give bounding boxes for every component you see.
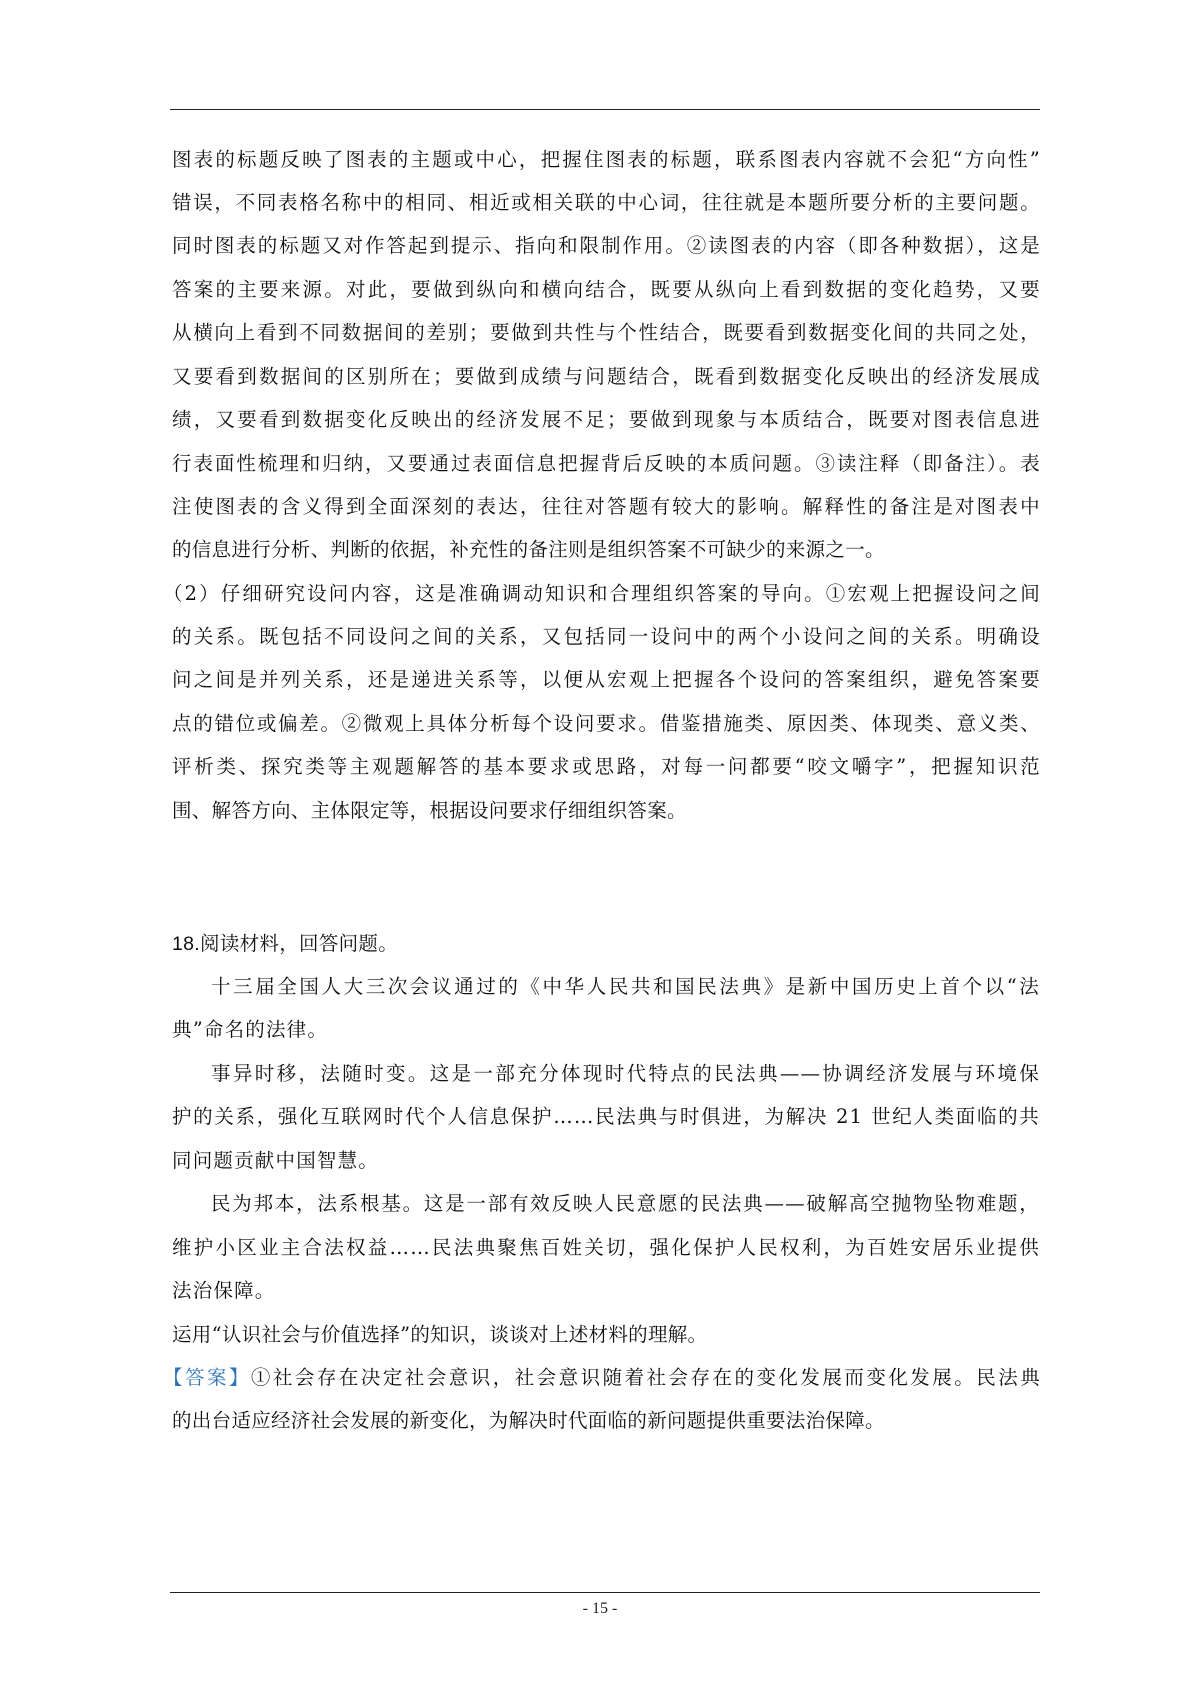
question-task: 运用“认识社会与价值选择”的知识，谈谈对上述材料的理解。 [172,1323,708,1346]
material-line: 维护小区业主合法权益……民法典聚焦百姓关切，强化保护人民权利，为百姓安居乐业提供 [172,1236,1040,1259]
question-number: 18. [172,933,201,955]
answer-text: ①社会存在决定社会意识，社会意识随着社会存在的变化发展而变化发展。民法典 [250,1366,1040,1389]
material-line: 民为邦本，法系根基。这是一部有效反映人民意愿的民法典——破解高空抛物坠物难题， [211,1192,1040,1215]
analysis-line: 图表的标题反映了图表的主题或中心，把握住图表的标题，联系图表内容就不会犯“方向性” [172,148,1040,171]
material-line: 事异时移，法随时变。这是一部充分体现时代特点的民法典——协调经济发展与环境保 [211,1062,1040,1085]
analysis-line: 行表面性梳理和归纳，又要通过表面信息把握背后反映的本质问题。③读注释（即备注）。表 [172,452,1040,475]
material-line: 十三届全国人大三次会议通过的《中华人民共和国民法典》是新中国历史上首个以“法 [211,975,1040,998]
analysis-line: 点的错位或偏差。②微观上具体分析每个设问要求。借鉴措施类、原因类、体现类、意义类、 [172,712,1040,735]
page-number: - 15 - [582,1600,618,1617]
analysis-line: 评析类、探究类等主观题解答的基本要求或思路，对每一问都要“咬文嚼字”，把握知识范 [172,755,1040,778]
analysis-line: 绩，又要看到数据变化反映出的经济发展不足；要做到现象与本质结合，既要对图表信息进 [172,408,1040,431]
material-line: 同问题贡献中国智慧。 [172,1149,380,1172]
answer-line [163,1364,1040,1392]
analysis-line: 从横向上看到不同数据间的差别；要做到共性与个性结合，既要看到数据变化间的共同之处， [172,321,1040,344]
question-prompt: 阅读材料，回答问题。 [200,932,399,955]
analysis-line: 的关系。既包括不同设问之间的关系，又包括同一设问中的两个小设问之间的关系。明确设 [172,625,1040,648]
question-heading [172,930,1040,958]
answer-line: 的出台适应经济社会发展的新变化，为解决时代面临的新问题提供重要法治保障。 [172,1409,885,1432]
analysis-line: 错误，不同表格名称中的相同、相近或相关联的中心词，往往就是本题所要分析的主要问题。 [172,191,1040,214]
analysis-line: （2）仔细研究设问内容，这是准确调动知识和合理组织答案的导向。①宏观上把握设问之间 [163,582,1040,605]
analysis-line: 注使图表的含义得到全面深刻的表达，往往对答题有较大的影响。解释性的备注是对图表中 [172,495,1040,518]
analysis-line: 的信息进行分析、判断的依据，补充性的备注则是组织答案不可缺少的来源之一。 [172,538,885,561]
footer-rule [170,1592,1040,1593]
analysis-line: 又要看到数据间的区别所在；要做到成绩与问题结合，既看到数据变化反映出的经济发展成 [172,365,1040,388]
answer-tag: 【答案】 [163,1366,251,1389]
analysis-line: 同时图表的标题又对作答起到提示、指向和限制作用。②读图表的内容（即各种数据），这是 [172,234,1040,257]
analysis-line: 问之间是并列关系，还是递进关系等，以便从宏观上把握各个设问的答案组织，避免答案要 [172,668,1040,691]
material-line: 护的关系，强化互联网时代个人信息保护……民法典与时俱进，为解决 21 世纪人类面临的共 [172,1105,1040,1128]
header-rule [170,109,1040,110]
analysis-line: 答案的主要来源。对此，要做到纵向和横向结合，既要从纵向上看到数据的变化趋势，又要 [172,278,1040,301]
material-line: 典”命名的法律。 [172,1018,329,1041]
analysis-line: 围、解答方向、主体限定等，根据设问要求仔细组织答案。 [172,799,687,822]
material-line: 法治保障。 [172,1279,276,1302]
